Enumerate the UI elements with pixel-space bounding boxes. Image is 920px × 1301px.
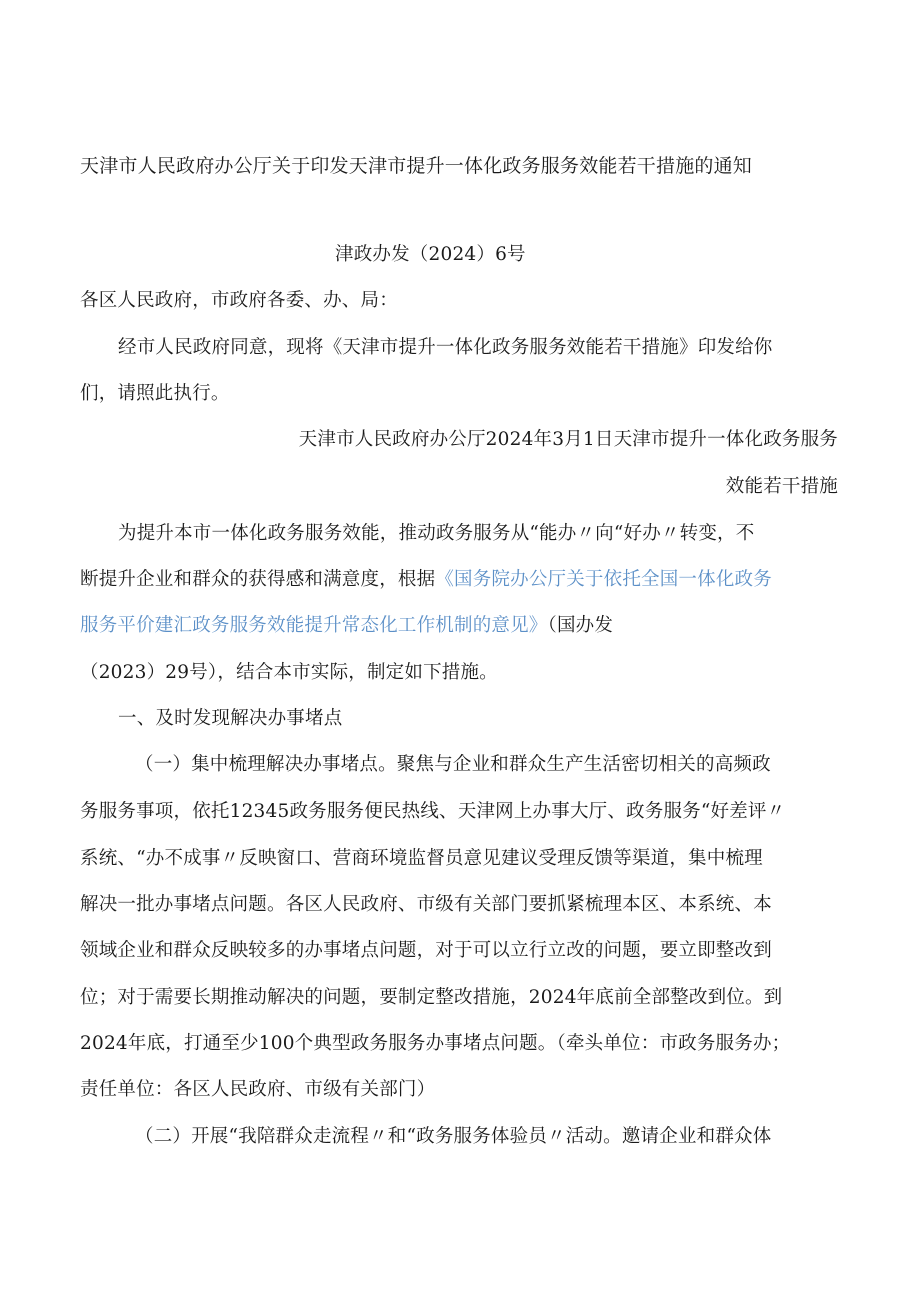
policy-document-link-continued[interactable]: 服务平价建汇政务服务效能提升常态化工作机制的意见》 (80, 615, 548, 636)
addressee: 各区人民政府，市政府各委、办、局： (80, 290, 398, 311)
intro-line-1: 经市人民政府同意，现将《天津市提升一体化政务服务效能若干措施》印发给你 (118, 337, 773, 358)
item-1-line-4: 解决一批办事堵点问题。各区人民政府、市级有关部门要抓紧梳理本区、本系统、本 (80, 894, 772, 915)
item-1-line-1: （一）集中梳理解决办事堵点。聚焦与企业和群众生产生活密切相关的高频政 (135, 754, 771, 775)
document-title: 天津市人民政府办公厅关于印发天津市提升一体化政务服务效能若干措施的通知 (80, 155, 753, 177)
item-1-line-8: 责任单位：各区人民政府、市级有关部门） (80, 1079, 436, 1100)
signature-line-1: 天津市人民政府办公厅2024年3月1日天津市提升一体化政务服务 (298, 429, 838, 450)
intro-line-2: 们，请照此执行。 (80, 383, 230, 404)
item-1-line-5: 领域企业和群众反映较多的办事堵点问题，对于可以立行立改的问题，要立即整改到 (80, 940, 772, 961)
item-1-line-3: 系统、“办不成事〃反映窗口、营商环境监督员意见建议受理反馈等渠道，集中梳理 (80, 848, 763, 869)
section-heading-1: 一、及时发现解决办事堵点 (118, 708, 343, 729)
preamble-text: （国办发 (547, 615, 614, 636)
preamble-line-4: （2023）29号），结合本市实际，制定如下措施。 (80, 662, 498, 683)
item-1-line-6: 位；对于需要长期推动解决的问题，要制定整改措施，2024年底前全部整改到位。到 (80, 987, 783, 1008)
item-1-line-7: 2024年底，打通至少100个典型政务服务办事堵点问题。（牵头单位：市政务服务办； (80, 1033, 791, 1054)
document-number: 津政办发（2024）6号 (335, 244, 526, 265)
preamble-line-2 (80, 567, 840, 593)
preamble-line-1: 为提升本市一体化政务服务效能，推动政务服务从“能办〃向“好办〃转变，不 (118, 523, 755, 544)
item-2-line-1: （二）开展“我陪群众走流程〃和“政务服务体验员〃活动。邀请企业和群众体 (135, 1126, 772, 1147)
preamble-line-3 (80, 613, 840, 639)
item-1-line-2: 务服务事项，依托12345政务服务便民热线、天津网上办事大厅、政务服务“好差评〃 (80, 801, 786, 822)
policy-document-link[interactable]: 《国务院办公厅关于依托全国一体化政务 (435, 569, 772, 590)
preamble-text: 断提升企业和群众的获得感和满意度，根据 (80, 569, 436, 590)
signature-line-2: 效能若干措施 (725, 476, 838, 497)
